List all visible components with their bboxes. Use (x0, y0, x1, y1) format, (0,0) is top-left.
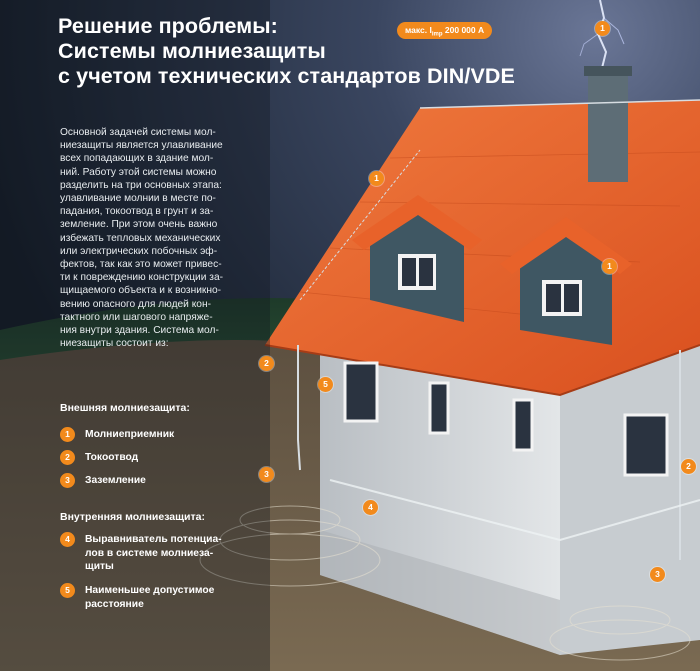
legend-item-earthing (60, 474, 146, 488)
paragraph-line: ниезащиты является улавливание (60, 140, 223, 152)
title-line: Решение проблемы: (58, 14, 278, 38)
title-line: с учетом технических стандартов DIN/VDE (58, 64, 515, 88)
marker-air-termination: 1 (369, 171, 384, 186)
paragraph-line: фектов, так как это может привес- (60, 259, 222, 271)
intro-paragraph (60, 126, 260, 350)
number-badge: 4 (60, 532, 75, 547)
external-protection-heading: Внешняя молниезащита: (60, 402, 190, 414)
legend-label: Заземление (85, 475, 146, 486)
legend-label: Наименьшее допустимое (85, 585, 215, 596)
marker-separation-distance: 5 (318, 377, 333, 392)
paragraph-line: всех попадающих в здание мол- (60, 153, 214, 165)
paragraph-line: щищаемого объекта и к возникно- (60, 285, 222, 297)
paragraph-line: ти к повреждению конструкции за- (60, 272, 223, 284)
paragraph-line: тактного или шагового напряже- (60, 311, 213, 323)
paragraph-line: или электрических побочных эф- (60, 245, 218, 257)
marker-equipotential-bonding: 4 (363, 500, 378, 515)
paragraph-line: ний. Работу этой системы можно (60, 166, 217, 178)
legend-item-separation-distance (60, 584, 214, 611)
chimney (588, 70, 628, 182)
legend-label: щиты (85, 561, 114, 572)
legend-label: лов в системе молниеза- (85, 547, 214, 559)
paragraph-line: разделить на три основных этапа: (60, 179, 222, 191)
legend-label: Токоотвод (85, 452, 139, 463)
marker-air-termination: 1 (602, 259, 617, 274)
paragraph-line: улавливание молнии в месте по- (60, 193, 216, 205)
number-badge: 5 (60, 583, 75, 598)
paragraph-line: ния внутри здания. Система мол- (60, 325, 219, 337)
marker-down-conductor: 2 (259, 356, 274, 371)
paragraph-line: земление. При этом очень важно (60, 219, 218, 231)
legend-label: Молниеприемник (85, 429, 175, 440)
badge-subscript: imp (431, 31, 443, 38)
badge-value: 200 000 А (444, 25, 485, 35)
marker-earthing: 3 (650, 567, 665, 582)
number-badge: 3 (60, 473, 75, 488)
paragraph-line: ниезащиты состоит из: (60, 338, 169, 350)
legend-label: Выравниватель потенциа- (85, 534, 222, 545)
paragraph-line: Основной задачей системы мол- (60, 127, 216, 138)
legend-item-down-conductor (60, 451, 138, 465)
paragraph-line: избежать тепловых механических (60, 232, 221, 244)
marker-down-conductor: 2 (681, 459, 696, 474)
paragraph-line: вению опасного для людей кон- (60, 298, 211, 310)
legend-item-air-termination (60, 428, 174, 442)
paragraph-line: падания, токоотвод в грунт и за- (60, 206, 214, 218)
number-badge: 1 (60, 427, 75, 442)
impulse-current-badge (397, 22, 492, 39)
title-line: Системы молниезащиты (58, 39, 326, 63)
number-badge: 2 (60, 450, 75, 465)
badge-prefix: макс. I (405, 25, 432, 35)
internal-protection-heading: Внутренняя молниезащита: (60, 511, 205, 523)
legend-item-equipotential-bonding (60, 533, 222, 574)
marker-air-termination: 1 (595, 21, 610, 36)
marker-earthing: 3 (259, 467, 274, 482)
legend-label: расстояние (85, 598, 144, 610)
